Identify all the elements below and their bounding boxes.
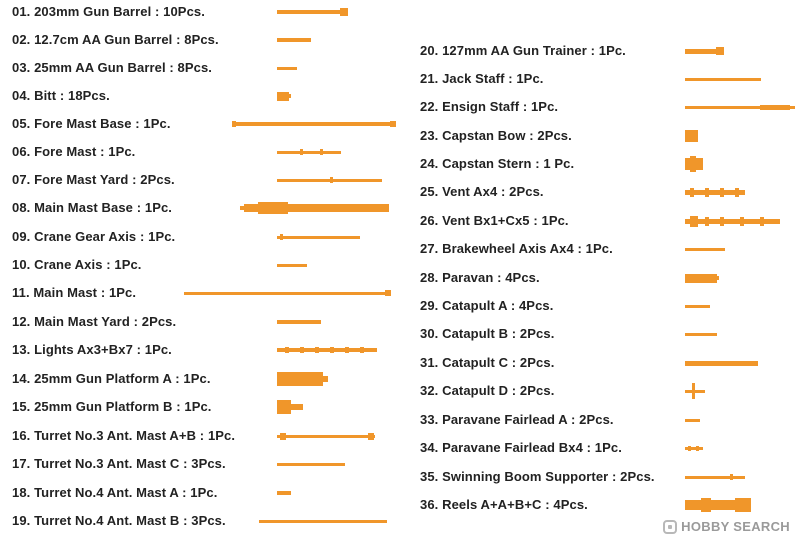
right-part-row	[0, 41, 800, 61]
part-silhouette	[685, 130, 698, 142]
part-silhouette	[705, 188, 709, 197]
right-part-row	[0, 495, 800, 515]
right-part-row	[0, 154, 800, 174]
part-label: 04. Bitt : 18Pcs.	[12, 88, 110, 103]
part-silhouette	[685, 219, 780, 224]
right-part-row	[0, 410, 800, 430]
left-part-row	[0, 2, 800, 22]
part-label: 20. 127mm AA Gun Trainer : 1Pc.	[420, 43, 626, 58]
part-label: 10. Crane Axis : 1Pc.	[12, 257, 142, 272]
part-silhouette	[740, 217, 744, 226]
part-label: 09. Crane Gear Axis : 1Pc.	[12, 229, 176, 244]
part-silhouette	[715, 276, 719, 280]
right-part-row	[0, 126, 800, 146]
part-silhouette	[690, 156, 696, 172]
right-part-row	[0, 296, 800, 316]
part-silhouette	[720, 217, 724, 226]
hobby-search-logo-icon	[663, 520, 677, 534]
part-silhouette	[685, 333, 717, 336]
part-silhouette	[277, 463, 345, 466]
part-label: 11. Main Mast : 1Pc.	[12, 285, 137, 300]
part-silhouette	[340, 8, 348, 16]
part-label: 24. Capstan Stern : 1 Pc.	[420, 156, 575, 171]
part-label: 22. Ensign Staff : 1Pc.	[420, 99, 559, 114]
part-label: 15. 25mm Gun Platform B : 1Pc.	[12, 399, 212, 414]
part-silhouette	[690, 188, 694, 197]
right-part-row	[0, 438, 800, 458]
right-part-row	[0, 353, 800, 373]
part-silhouette	[259, 520, 387, 523]
part-label: 16. Turret No.3 Ant. Mast A+B : 1Pc.	[12, 428, 236, 443]
part-silhouette	[685, 476, 745, 479]
part-label: 26. Vent Bx1+Cx5 : 1Pc.	[420, 213, 569, 228]
part-label: 13. Lights Ax3+Bx7 : 1Pc.	[12, 342, 172, 357]
part-label: 33. Paravane Fairlead A : 2Pcs.	[420, 412, 614, 427]
right-part-row	[0, 211, 800, 231]
part-label: 27. Brakewheel Axis Ax4 : 1Pc.	[420, 241, 613, 256]
part-silhouette	[701, 498, 711, 512]
part-label: 05. Fore Mast Base : 1Pc.	[12, 116, 171, 131]
part-silhouette	[240, 206, 246, 210]
part-silhouette	[685, 305, 710, 308]
part-silhouette	[735, 498, 751, 512]
right-part-row	[0, 69, 800, 89]
part-silhouette	[760, 217, 764, 226]
part-label: 30. Catapult B : 2Pcs.	[420, 326, 555, 341]
part-silhouette	[716, 47, 724, 55]
part-label: 03. 25mm AA Gun Barrel : 8Pcs.	[12, 60, 213, 75]
part-label: 06. Fore Mast : 1Pc.	[12, 144, 136, 159]
part-silhouette	[277, 264, 307, 267]
watermark	[663, 519, 790, 534]
part-label: 35. Swinning Boom Supporter : 2Pcs.	[420, 469, 655, 484]
part-silhouette	[277, 10, 347, 14]
right-part-row	[0, 324, 800, 344]
part-silhouette	[696, 446, 699, 451]
part-silhouette	[685, 390, 705, 393]
part-label: 08. Main Mast Base : 1Pc.	[12, 200, 173, 215]
part-silhouette	[685, 248, 725, 251]
part-label: 21. Jack Staff : 1Pc.	[420, 71, 544, 86]
part-silhouette	[685, 274, 717, 283]
part-silhouette	[685, 361, 758, 366]
watermark-text: HOBBY SEARCH	[681, 519, 790, 534]
part-label: 28. Paravan : 4Pcs.	[420, 270, 540, 285]
part-label: 18. Turret No.4 Ant. Mast A : 1Pc.	[12, 485, 218, 500]
part-silhouette	[685, 419, 700, 422]
part-label: 17. Turret No.3 Ant. Mast C : 3Pcs.	[12, 456, 226, 471]
part-label: 07. Fore Mast Yard : 2Pcs.	[12, 172, 175, 187]
part-label: 14. 25mm Gun Platform A : 1Pc.	[12, 371, 211, 386]
part-label: 01. 203mm Gun Barrel : 10Pcs.	[12, 4, 205, 19]
right-part-row	[0, 97, 800, 117]
part-silhouette	[730, 474, 733, 480]
part-silhouette	[688, 446, 691, 451]
part-silhouette	[692, 383, 695, 399]
part-label: 31. Catapult C : 2Pcs.	[420, 355, 555, 370]
part-label: 12. Main Mast Yard : 2Pcs.	[12, 314, 177, 329]
part-label: 02. 12.7cm AA Gun Barrel : 8Pcs.	[12, 32, 219, 47]
part-label: 23. Capstan Bow : 2Pcs.	[420, 128, 572, 143]
part-silhouette	[685, 78, 761, 81]
part-label: 19. Turret No.4 Ant. Mast B : 3Pcs.	[12, 513, 226, 528]
part-silhouette	[735, 188, 739, 197]
part-label: 32. Catapult D : 2Pcs.	[420, 383, 555, 398]
right-part-row	[0, 381, 800, 401]
right-part-row	[0, 268, 800, 288]
part-label: 25. Vent Ax4 : 2Pcs.	[420, 184, 544, 199]
part-silhouette	[184, 292, 391, 295]
right-part-row	[0, 182, 800, 202]
right-part-row	[0, 467, 800, 487]
part-label: 34. Paravane Fairlead Bx4 : 1Pc.	[420, 440, 622, 455]
part-silhouette	[690, 216, 698, 227]
part-silhouette	[760, 105, 790, 110]
right-part-row	[0, 239, 800, 259]
part-silhouette	[720, 188, 724, 197]
part-label: 29. Catapult A : 4Pcs.	[420, 298, 554, 313]
part-silhouette	[705, 217, 709, 226]
part-label: 36. Reels A+A+B+C : 4Pcs.	[420, 497, 588, 512]
